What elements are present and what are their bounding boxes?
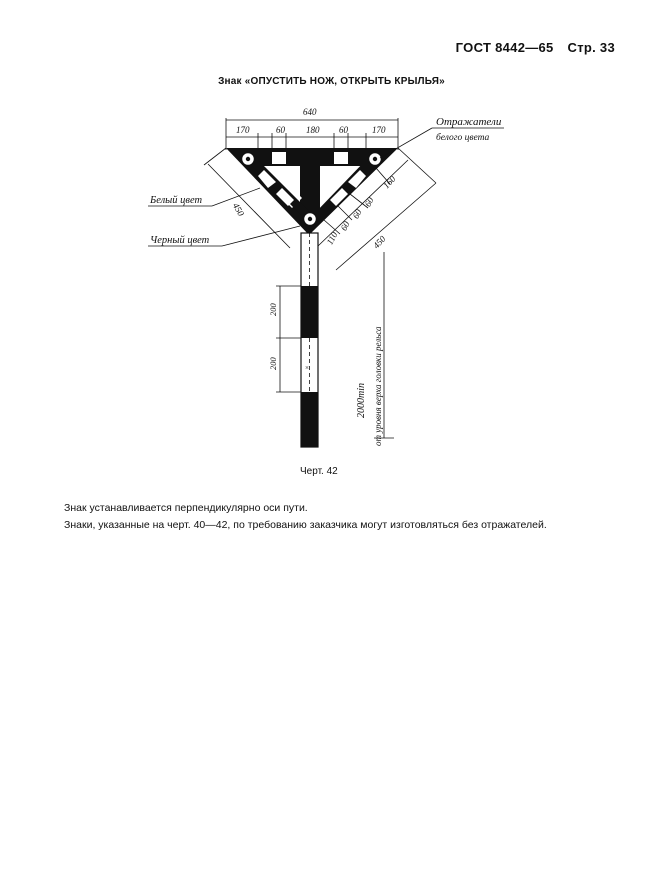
dim-200-lower: 200 [268, 357, 278, 370]
dim-450-left: 450 [230, 201, 247, 218]
sign-post [301, 233, 318, 447]
dim-180: 180 [306, 125, 320, 135]
dim-60-a: 60 [362, 195, 376, 209]
dim-200-upper: 200 [268, 303, 278, 316]
dim-ref-rail-head: от уровня верха головки рельса [373, 326, 383, 446]
dim-160: 160 [381, 173, 398, 191]
label-white: Белый цвет [150, 195, 203, 206]
dim-60-b: 60 [350, 207, 364, 221]
dim-60-right: 60 [339, 125, 348, 135]
body-text [34, 500, 624, 534]
dim-60-c: 60 [338, 219, 352, 233]
label-black: Черный цвет [150, 235, 210, 246]
figure-caption: Черт. 42 [300, 466, 338, 477]
dim-60-left: 60 [276, 125, 285, 135]
dim-110: 110 [324, 230, 340, 247]
dim-450-right: 450 [371, 233, 388, 251]
dim-2000min: 2000min [356, 383, 367, 418]
label-reflectors-color: белого цвета [436, 133, 490, 143]
svg-text:×: × [305, 364, 309, 372]
dim-170-right: 170 [372, 125, 386, 135]
standard-number: ГОСТ 8442—65 [455, 40, 554, 55]
dim-640: 640 [303, 107, 317, 117]
dim-170-left: 170 [236, 125, 250, 135]
figure-title: Знак «ОПУСТИТЬ НОЖ, ОТКРЫТЬ КРЫЛЬЯ» [218, 76, 445, 87]
page-number: Стр. 33 [567, 40, 615, 55]
label-reflectors: Отражатели [436, 116, 502, 128]
paragraph-1: Знак устанавливается перпендикулярно оси пути. [64, 502, 308, 514]
paragraph-2: Знаки, указанные на черт. 40—42, по требованию заказчика могут изготовляться без отражателей. [64, 519, 547, 531]
